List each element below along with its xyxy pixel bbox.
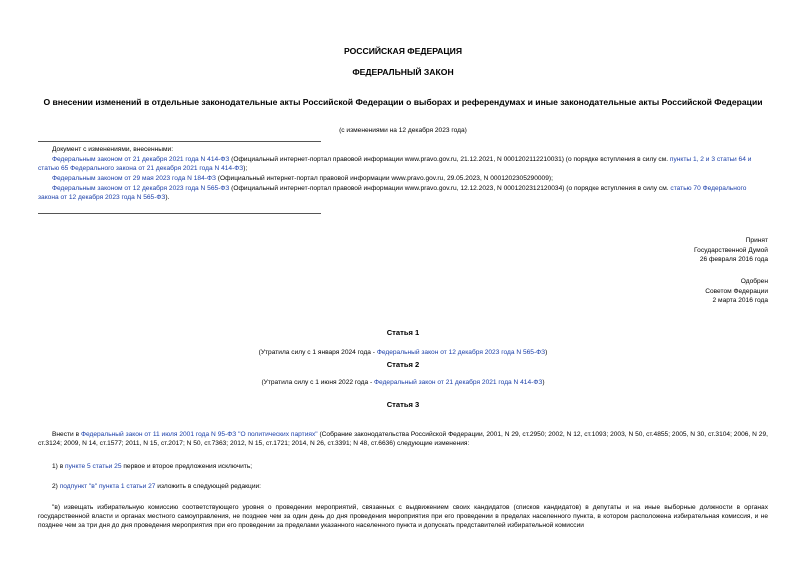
law-type-heading: ФЕДЕРАЛЬНЫЙ ЗАКОН	[352, 67, 454, 77]
political-parties-law-link[interactable]: Федеральный закон от 11 июля 2001 года N 95-ФЗ "О политических партиях"	[80, 431, 318, 438]
item-2-prefix: 2)	[52, 483, 60, 490]
change-3-article-link[interactable]: статью 70 Федерального закона от 12 декабря 2023 года N 565-ФЗ	[38, 185, 747, 202]
approved-label: Одобрен	[740, 278, 768, 285]
article-2-note-prefix: (Утратила силу с 1 июня 2022 года -	[261, 379, 375, 386]
article-2-note-link[interactable]: Федеральный закон от 21 декабря 2021 года N 414-ФЗ	[374, 379, 543, 386]
change-3-text: (Официальный интернет-портал правовой информации www.pravo.gov.ru, 12.12.2023, N 0001202312120034) (о порядке вступления в силу см.	[229, 185, 671, 193]
article-1-note-link[interactable]: Федеральный закон от 12 декабря 2023 года N 565-ФЗ	[376, 349, 546, 356]
article-1-note-prefix: (Утратила силу с 1 января 2024 года -	[258, 349, 377, 356]
item-1-suffix: первое и второе предложения исключить;	[121, 463, 253, 470]
item-1-link[interactable]: пункте 5 статьи 25	[65, 463, 122, 470]
bottom-divider	[38, 213, 321, 214]
change-1-law-link[interactable]: Федеральным законом от 21 декабря 2021 года N 414-ФЗ	[52, 156, 230, 164]
article-3-intro-prefix: Внести в	[52, 431, 81, 438]
article-2-heading: Статья 2	[386, 360, 420, 369]
top-divider	[38, 141, 321, 142]
item-1-prefix: 1) в	[52, 463, 66, 470]
article-2-note-suffix: )	[542, 379, 545, 386]
article-3-heading: Статья 3	[386, 400, 420, 409]
version-note: (с изменениями на 12 декабря 2023 года)	[339, 127, 467, 134]
adopted-date: 26 февраля 2016 года	[699, 256, 768, 264]
approved-block	[705, 277, 768, 306]
article-3-intro	[38, 430, 768, 448]
article-3-item-1	[38, 462, 768, 471]
change-item-3	[38, 184, 768, 202]
article-1-note-suffix: )	[545, 349, 548, 356]
change-3-law-link[interactable]: Федеральным законом от 12 декабря 2023 года N 565-ФЗ	[52, 185, 230, 193]
change-2-law-link[interactable]: Федеральным законом от 29 мая 2023 года N 184-ФЗ	[52, 175, 216, 183]
law-title: О внесении изменений в отдельные законодательные акты Российской Федерации о выборах и референдумах и иные законодательные акты Российской Федерации	[43, 97, 763, 107]
country-heading: РОССИЙСКАЯ ФЕДЕРАЦИЯ	[343, 46, 463, 56]
change-item-1	[38, 155, 768, 173]
changes-lead: Документ с изменениями, внесенными:	[52, 146, 174, 153]
article-3-item-2-text: "в) извещать избирательную комиссию соответствующего уровня о проведении мероприятий, связанных с выдвижением своих кандидатов (списков кандидатов) в депутаты и на иные выборные должности в органах государственной власти и органах местного самоуправления, не позднее чем за один день до дня проведения мероприятия при его проведении в пределах населенного пункта, в котором расположена избирательная комиссия, и не позднее чем за три дня до дня проведения мероприятия при его проведении за пределами указанного населенного пункта и допускать представителей избирательной комиссии	[38, 504, 768, 530]
changes-block	[38, 145, 768, 204]
adopted-label: Принят	[745, 237, 768, 244]
item-2-suffix: изложить в следующей редакции:	[155, 483, 262, 490]
change-1-text: (Официальный интернет-портал правовой информации www.pravo.gov.ru, 21.12.2021, N 0001202112210031) (о порядке вступления в силу см.	[229, 156, 670, 164]
article-1-note	[38, 348, 768, 357]
change-2-text: (Официальный интернет-портал правовой информации www.pravo.gov.ru, 29.05.2023, N 0001202305290009);	[215, 175, 553, 183]
change-3-end: ).	[165, 194, 170, 202]
article-3-intro-suffix: (Собрание законодательства Российской Федерации, 2001, N 29, ст.2950; 2002, N 12, ст.1093; 2003, N 50, ст.4855; 2005, N 30, ст.3104; 2006, N 29, ст.3124; 2009, N 14, ст.1577; 2011, N 15, ст.2017; N 50, ст.7363; 2012, N 15, ст.1721; 2014, N 26, ст.3391; N 48, ст.6636) следующие изменения:	[38, 431, 768, 448]
article-2-note	[38, 378, 768, 387]
approved-date: 2 марта 2016 года	[712, 297, 768, 305]
adopted-block	[694, 236, 768, 265]
approved-body: Советом Федерации	[705, 287, 768, 295]
change-item-2	[38, 174, 768, 183]
change-1-articles-link[interactable]: пункты 1, 2 и 3 статьи 64 и статью 65 Федерального закона от 21 декабря 2021 года N 414-ФЗ	[38, 156, 752, 173]
article-3-item-2	[38, 482, 768, 491]
item-2-link[interactable]: подпункт "в" пункта 1 статьи 27	[59, 483, 156, 490]
adopted-body: Государственной Думой	[694, 246, 768, 254]
change-1-end: );	[243, 165, 248, 173]
article-1-heading: Статья 1	[386, 328, 420, 337]
